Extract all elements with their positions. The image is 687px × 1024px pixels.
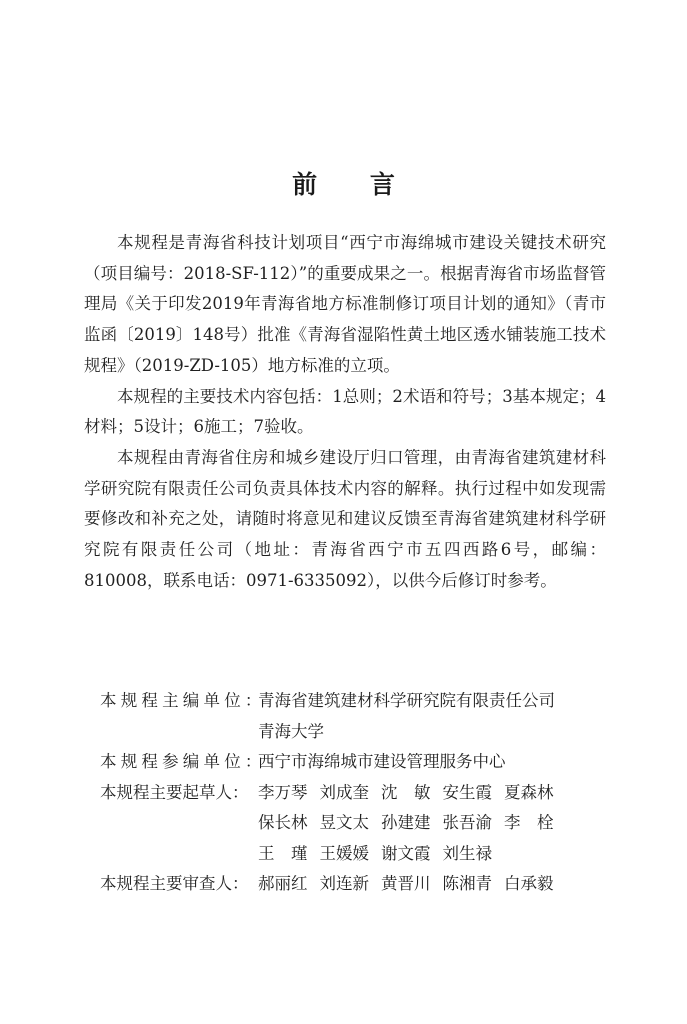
drafter-name: 沈 敏 <box>381 782 431 802</box>
reviewer-name: 刘连新 <box>319 874 369 893</box>
drafter-name: 李 栓 <box>504 813 554 832</box>
drafter-name: 安生霞 <box>442 782 492 802</box>
chief-units-list <box>258 686 600 747</box>
drafter-name: 张吾渝 <box>442 813 492 832</box>
reviewer-name: 郝丽红 <box>258 874 308 893</box>
participating-units-label: 本规程参编单位： <box>100 752 266 771</box>
reviewer-name: 白承毅 <box>504 874 554 893</box>
participating-unit-1: 西宁市海绵城市建设管理服务中心 <box>258 752 506 771</box>
page-title: 前 言 <box>292 170 417 199</box>
chief-unit-1: 青海省建筑建材科学研究院有限责任公司 <box>258 691 555 710</box>
participating-units-list <box>258 747 600 778</box>
reviewer-name: 黄晋川 <box>381 874 431 893</box>
preface-paragraph-3: 本规程由青海省住房和城乡建设厅归口管理，由青海省建筑建材科学研究院有限责任公司负责具体技术内容的解释。执行过程中如发现需要修改和补充之处，请随时将意见和建议反馈至青海省建筑建材科学研究院有限责任公司（地址：青海省西宁市五四西路6号，邮编：810008，联系电话：0971-6335092），以供今后修订时参考。 <box>84 447 606 590</box>
drafter-name: 谢文霞 <box>381 843 431 863</box>
drafter-name: 孙建建 <box>381 813 431 832</box>
drafters-label: 本规程主要起草人： <box>100 782 249 802</box>
drafter-name: 昱文太 <box>319 813 369 832</box>
credits-section <box>100 686 600 900</box>
reviewers-label: 本规程主要审查人： <box>100 874 249 893</box>
drafter-name: 王 瑾 <box>258 843 308 863</box>
preface-body <box>84 228 606 596</box>
drafter-name: 王媛媛 <box>319 843 369 863</box>
drafter-name: 夏森林 <box>504 782 554 802</box>
drafter-name: 刘生禄 <box>442 843 492 863</box>
drafters-list <box>258 778 600 870</box>
preface-paragraph-1: 本规程是青海省科技计划项目“西宁市海绵城市建设关键技术研究（项目编号：2018-SF-112）”的重要成果之一。根据青海省市场监督管理局《关于印发2019年青海省地方标准制修订项目计划的通知》（青市监函〔2019〕148号）批准《青海省湿陷性黄土地区透水铺装施工技术规程》（2019-ZD-105）地方标准的立项。 <box>84 233 606 375</box>
reviewers-list <box>258 869 600 900</box>
chief-units-label: 本规程主编单位： <box>100 691 266 710</box>
reviewer-name: 陈湘青 <box>442 874 492 893</box>
chief-unit-2: 青海大学 <box>258 721 324 741</box>
drafter-name: 保长林 <box>258 813 308 832</box>
drafter-name: 李万琴 <box>258 782 308 802</box>
participating-units-row <box>100 747 600 778</box>
drafters-row <box>100 778 600 870</box>
preface-paragraph-2: 本规程的主要技术内容包括：1总则；2术语和符号；3基本规定；4材料；5设计；6施工；7验收。 <box>84 386 606 437</box>
drafter-name: 刘成奎 <box>319 782 369 802</box>
chief-units-row <box>100 686 600 747</box>
reviewers-row <box>100 869 600 900</box>
